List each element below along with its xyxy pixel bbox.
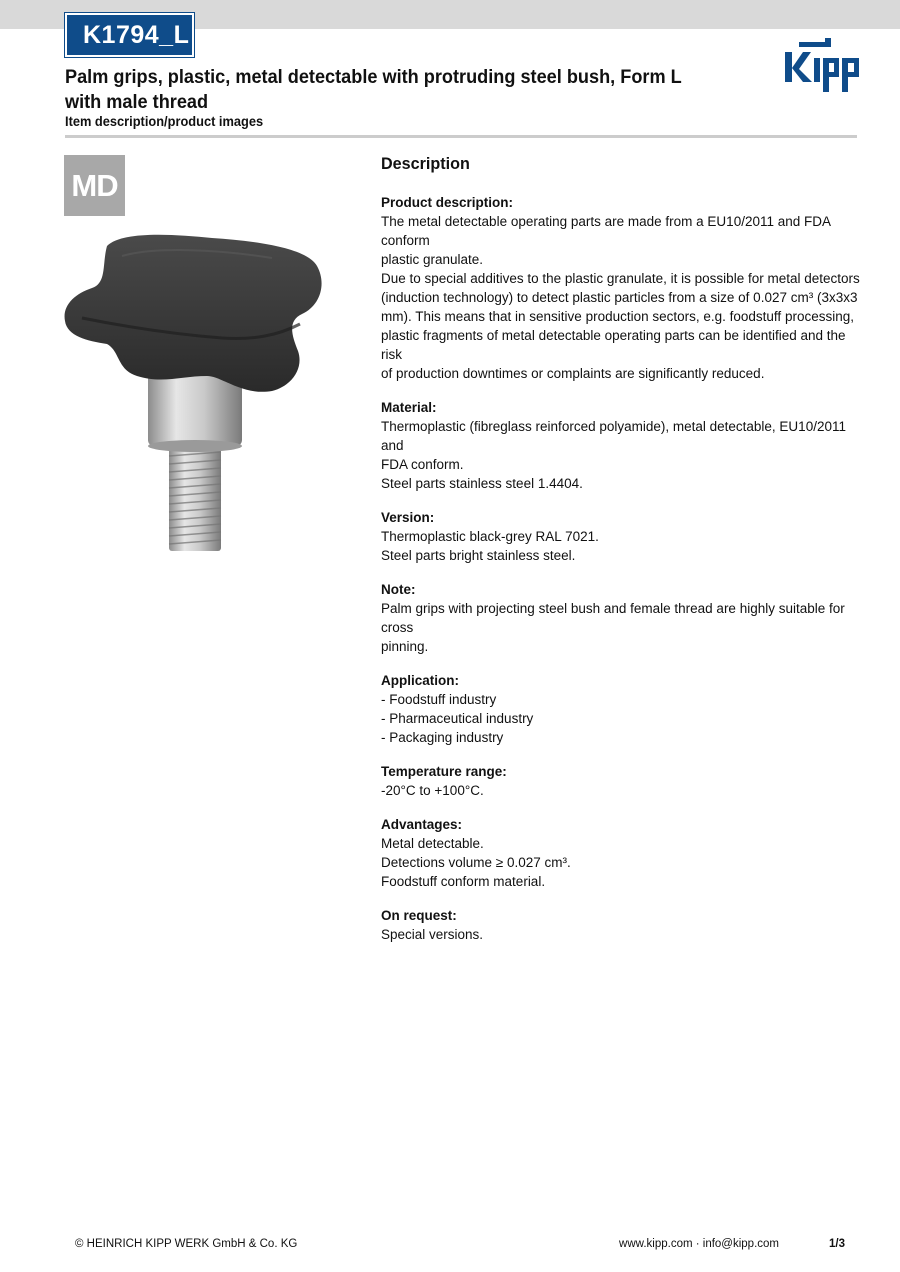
description-section: [381, 815, 861, 891]
description-heading: Description: [381, 154, 470, 173]
metal-detectable-badge: MD: [64, 155, 125, 216]
description-section: [381, 398, 861, 493]
section-text-line: of production downtimes or complaints are significantly reduced.: [381, 366, 765, 381]
kipp-logo: [785, 38, 859, 92]
description-panel: [381, 154, 861, 959]
section-text-line: Thermoplastic black-grey RAL 7021.: [381, 529, 599, 544]
section-text-line: Metal detectable.: [381, 836, 484, 851]
section-text-line: Detections volume ≥ 0.027 cm³.: [381, 855, 571, 870]
description-section: [381, 906, 861, 944]
section-text-line: Special versions.: [381, 927, 484, 942]
section-text-line: Steel parts stainless steel 1.4404.: [381, 476, 583, 491]
section-text-line: Due to special additives to the plastic granulate, it is possible for metal detectors: [381, 271, 860, 286]
section-text-line: Foodstuff conform material.: [381, 874, 546, 889]
section-title: Advantages:: [381, 817, 463, 832]
section-title: Note:: [381, 582, 416, 597]
section-text-line: Thermoplastic (fibreglass reinforced polyamide), metal detectable, EU10/2011 and: [381, 419, 846, 453]
title-line-1: Palm grips, plastic, metal detectable with protruding steel bush, Form L: [65, 66, 682, 88]
section-text-line: - Packaging industry: [381, 730, 504, 745]
section-text-line: pinning.: [381, 639, 429, 654]
title-line-2: with male thread: [65, 91, 209, 113]
section-title: Application:: [381, 673, 459, 688]
description-section: [381, 671, 861, 747]
header-divider: [65, 135, 857, 138]
page-title: [65, 65, 707, 115]
section-text-line: Steel parts bright stainless steel.: [381, 548, 576, 563]
section-text-line: mm). This means that in sensitive production sectors, e.g. foodstuff processing,: [381, 309, 854, 324]
footer-copyright: © HEINRICH KIPP WERK GmbH & Co. KG: [75, 1238, 298, 1250]
footer-contact: www.kipp.com · info@kipp.com: [619, 1238, 779, 1250]
section-text-line: -20°C to +100°C.: [381, 783, 484, 798]
section-text-line: The metal detectable operating parts are made from a EU10/2011 and FDA conform: [381, 214, 831, 248]
description-section: [381, 193, 861, 383]
section-title: Temperature range:: [381, 764, 507, 779]
description-sections: [381, 193, 861, 944]
section-text-line: - Foodstuff industry: [381, 692, 497, 707]
section-title: Product description:: [381, 195, 514, 210]
section-title: Version:: [381, 510, 435, 525]
section-text-line: plastic fragments of metal detectable operating parts can be identified and the risk: [381, 328, 846, 362]
section-text-line: FDA conform.: [381, 457, 464, 472]
section-text-line: Palm grips with projecting steel bush and female thread are highly suitable for cross: [381, 601, 845, 635]
description-section: [381, 762, 861, 800]
product-image: [62, 226, 327, 556]
page-number: 1/3: [829, 1238, 845, 1250]
section-text-line: - Pharmaceutical industry: [381, 711, 534, 726]
section-title: On request:: [381, 908, 457, 923]
section-text-line: (induction technology) to detect plastic particles from a size of 0.027 cm³ (3x3x3: [381, 290, 858, 305]
product-code: K1794_L: [65, 13, 194, 57]
section-text-line: plastic granulate.: [381, 252, 484, 267]
page-subtitle: Item description/product images: [65, 114, 264, 129]
section-title: Material:: [381, 400, 437, 415]
description-section: [381, 580, 861, 656]
description-section: [381, 508, 861, 565]
